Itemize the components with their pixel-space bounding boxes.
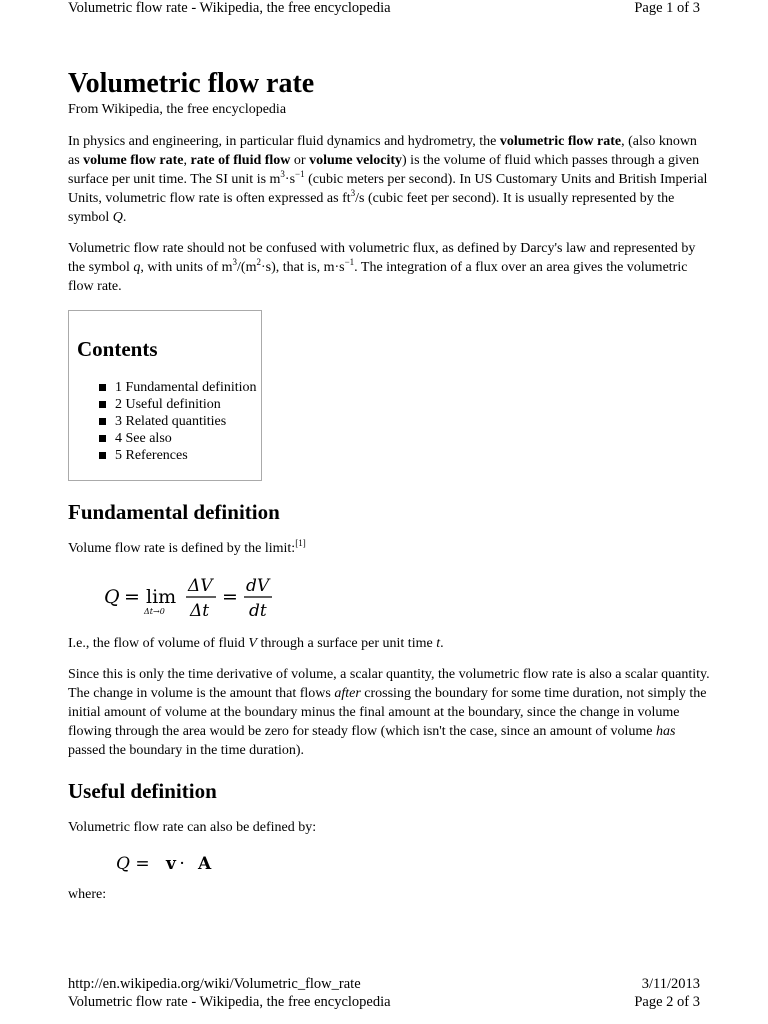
intro-paragraph: [68, 132, 710, 227]
intro-text-9: .: [122, 210, 127, 225]
ie-text-1: I.e., the flow of volume of fluid: [68, 636, 249, 651]
toc-item[interactable]: [99, 396, 261, 413]
ie-text-3: .: [440, 636, 444, 651]
para2-text-4: ·s), that is, m·s: [260, 260, 345, 275]
intro-sup-2: −1: [295, 169, 305, 179]
intro-bold-4: volume velocity: [309, 153, 403, 168]
useful-intro: Volumetric flow rate can also be defined by:: [68, 820, 317, 835]
intro-bold-1: volumetric flow rate: [499, 134, 622, 149]
formula-num-2: dV: [246, 576, 270, 596]
formula-den-1: Δt: [190, 601, 210, 621]
deriv-text-2: crossing the boundary for some time duration, not simply the initial amount of volume at the boundary minus the final amount at the boundary, since the change in volume flowing through the area would be zero for steady flow (which isn't the case, since an amount of volume: [68, 686, 707, 739]
ie-text-2: through a surface per unit time: [256, 636, 437, 651]
formula2-a: A: [198, 854, 212, 874]
formula-lim: lim: [146, 586, 177, 608]
ie-paragraph: [68, 634, 710, 653]
intro-text-8: /s (cubic feet per second). It is usually represented by the symbol: [68, 191, 675, 225]
formula-num-1: ΔV: [188, 576, 213, 596]
ie-italic-1: V: [248, 636, 257, 651]
toc-item[interactable]: [99, 379, 261, 396]
intro-sup-1: 3: [280, 169, 285, 179]
footer-date: 3/11/2013: [641, 976, 700, 992]
intro-bold-2: volume flow rate: [83, 153, 184, 168]
derivative-paragraph: [68, 665, 710, 760]
ie-italic-2: t: [436, 636, 441, 651]
page-subtitle: From Wikipedia, the free encyclopedia: [68, 102, 287, 117]
header-page-number: Page 1 of 3: [634, 0, 700, 16]
formula2-equals: =: [130, 854, 156, 874]
page-header: [68, 0, 700, 17]
where-label: where:: [68, 887, 107, 902]
section-heading-useful: Useful definition: [68, 779, 217, 803]
toc-item[interactable]: [99, 447, 261, 464]
intro-text-5: ) is the volume of fluid which passes through a given surface per unit time. The SI unit is m: [68, 153, 700, 187]
velocity-area-formula: [116, 849, 710, 877]
para2-sup-3: −1: [344, 257, 355, 267]
intro-text-3: ,: [183, 153, 191, 168]
toc-list: [77, 379, 261, 464]
para2-italic-1: q: [133, 260, 141, 275]
formula-equals: =: [124, 586, 140, 608]
toc-link-see-also[interactable]: 4 See also: [115, 431, 172, 446]
intro-bold-3: rate of fluid flow: [190, 153, 291, 168]
intro-text-1: In physics and engineering, in particular fluid dynamics and hydrometry, the: [68, 134, 500, 149]
limit-formula-svg: [104, 570, 344, 626]
toc-item[interactable]: [99, 413, 261, 430]
para2-text-1: Volumetric flow rate should not be confused with volumetric flux, as defined by Darcy's law and represented by the symbol: [68, 241, 696, 275]
intro-text-4: or: [290, 153, 310, 168]
velocity-area-formula-svg: [116, 849, 276, 877]
para2-text-2: , with units of m: [140, 260, 233, 275]
next-page-title: Volumetric flow rate - Wikipedia, the free encyclopedia: [68, 994, 391, 1010]
next-page-header: [68, 994, 700, 1011]
flux-paragraph: [68, 239, 710, 296]
header-title: Volumetric flow rate - Wikipedia, the free encyclopedia: [68, 0, 391, 16]
limit-intro: [68, 539, 710, 558]
intro-text-7: (cubic meters per second). In US Customary Units and British Imperial Units, volumetric flow rate is often expressed as ft: [68, 172, 708, 206]
deriv-italic-2: has: [656, 724, 676, 739]
formula-q: Q: [104, 586, 120, 608]
intro-sup-3: 3: [350, 188, 356, 198]
intro-text-2: , (also known as: [68, 134, 697, 168]
para2-text-5: . The integration of a flux over an area gives the volumetric flow rate.: [68, 260, 688, 294]
toc-link-useful[interactable]: 2 Useful definition: [115, 397, 221, 412]
footer-url: http://en.wikipedia.org/wiki/Volumetric_flow_rate: [68, 976, 361, 992]
toc-link-related[interactable]: 3 Related quantities: [115, 414, 227, 429]
formula-den-2: dt: [249, 601, 267, 621]
intro-italic-1: Q: [112, 210, 123, 225]
para2-sup-2: 2: [256, 257, 261, 267]
formula2-q: Q: [116, 854, 130, 874]
toc-item[interactable]: [99, 430, 261, 447]
deriv-italic-1: after: [334, 686, 361, 701]
toc-title: Contents: [77, 337, 158, 361]
toc-link-references[interactable]: 5 References: [115, 448, 188, 463]
para2-sup-1: 3: [232, 257, 238, 267]
table-of-contents: [68, 310, 262, 481]
reference-link[interactable]: [1]: [295, 538, 306, 548]
toc-link-fundamental[interactable]: 1 Fundamental definition: [115, 380, 257, 395]
para2-text-3: /(m: [237, 260, 257, 275]
deriv-text-3: passed the boundary in the time duration).: [68, 743, 304, 758]
article-content: [68, 66, 710, 916]
formula-equals-2: =: [222, 586, 238, 608]
formula2-v: v: [166, 854, 176, 874]
page-title: Volumetric flow rate: [68, 68, 315, 99]
limit-intro-text: Volume flow rate is defined by the limit:: [68, 541, 296, 556]
section-heading-fundamental: Fundamental definition: [68, 500, 280, 524]
intro-text-6: ·s: [284, 172, 296, 187]
formula-lim-subscript: Δt→0: [144, 607, 165, 616]
limit-formula: [104, 570, 710, 626]
page-footer: [68, 976, 700, 993]
formula2-dot: ·: [174, 854, 191, 874]
next-page-number: Page 2 of 3: [634, 994, 700, 1010]
deriv-text-1: Since this is only the time derivative of volume, a scalar quantity, the volumetric flow rate is also a scalar quantity. The change in volume is the amount that flows: [68, 667, 710, 701]
